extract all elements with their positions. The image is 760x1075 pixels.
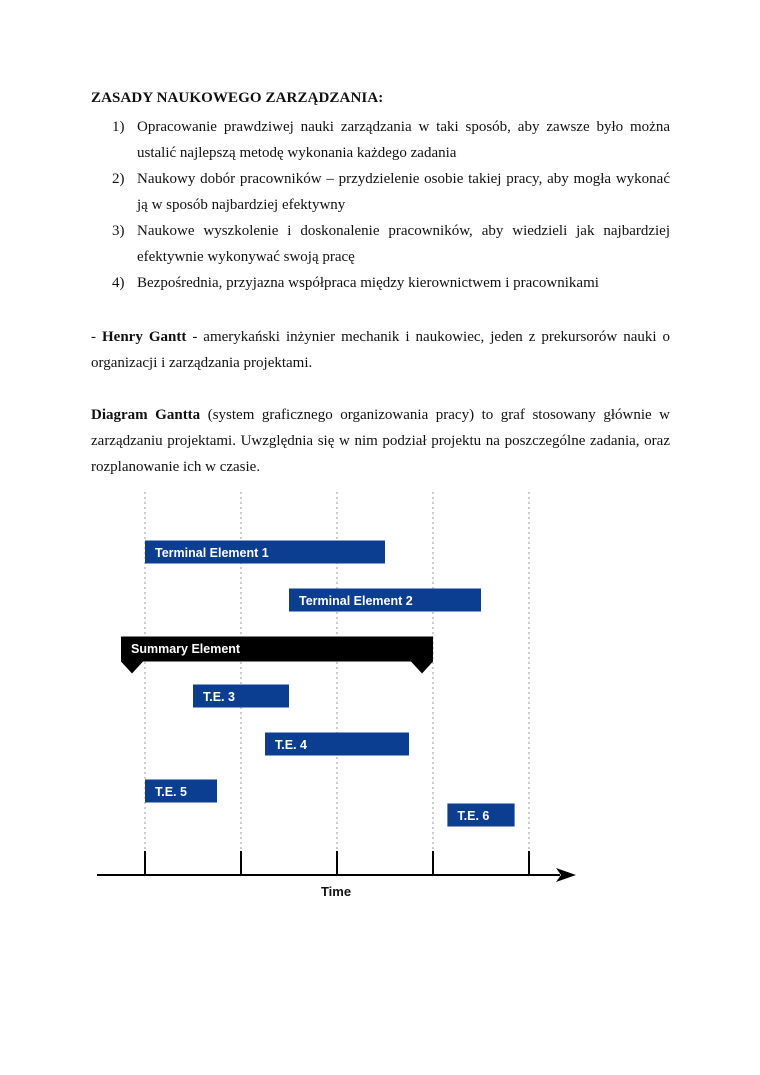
page-heading: ZASADY NAUKOWEGO ZARZĄDZANIA: bbox=[91, 90, 384, 106]
gantt-bar-label: T.E. 6 bbox=[457, 809, 490, 823]
gantt-bar-label: T.E. 4 bbox=[275, 738, 307, 752]
list-item-number: 2) bbox=[112, 171, 125, 187]
gantt-bar-label: T.E. 5 bbox=[155, 785, 187, 799]
henry-gantt-paragraph bbox=[91, 324, 670, 376]
list-item-text: Opracowanie prawdziwej nauki zarządzania w taki sposób, aby zawsze było można ustalić najlepszą metodę wykonania każdego zadania bbox=[137, 119, 670, 161]
gantt-diagram-paragraph bbox=[91, 402, 670, 480]
diagram-description: (system graficznego organizowania pracy) to graf stosowany głównie w zarządzaniu projektami. Uwzględnia się w nim podział projektu na poszczególne zadania, oraz rozplanowanie ich w czasie. bbox=[91, 407, 670, 475]
list-item-number: 4) bbox=[112, 275, 125, 291]
list-item bbox=[91, 114, 670, 166]
gantt-bar-label: Terminal Element 2 bbox=[299, 594, 413, 608]
person-description: - amerykański inżynier mechanik i naukowiec, jeden z prekursorów nauki o organizacji i zarządzania projektami. bbox=[91, 329, 671, 371]
list-item-text: Naukowy dobór pracowników – przydzielenie osobie takiej pracy, aby mogła wykonać ją w sposób najbardziej efektywny bbox=[137, 171, 670, 213]
time-axis-label: Time bbox=[320, 884, 352, 899]
dash-prefix: - bbox=[91, 329, 102, 345]
list-item bbox=[91, 218, 670, 270]
list-item bbox=[91, 166, 670, 218]
list-item-text: Bezpośrednia, przyjazna współpraca między kierownictwem i pracownikami bbox=[137, 275, 599, 291]
time-axis bbox=[97, 851, 576, 899]
list-item-number: 3) bbox=[112, 223, 125, 239]
gantt-bars bbox=[121, 541, 515, 827]
gantt-bar-label: T.E. 3 bbox=[203, 690, 235, 704]
gantt-bar-label: Terminal Element 1 bbox=[155, 546, 269, 560]
gantt-chart bbox=[90, 490, 590, 910]
list-item-number: 1) bbox=[112, 119, 125, 135]
diagram-term: Diagram Gantta bbox=[91, 407, 201, 423]
gantt-bar-label: Summary Element bbox=[131, 642, 241, 656]
list-item bbox=[91, 270, 670, 296]
list-item-text: Naukowe wyszkolenie i doskonalenie pracowników, aby wiedzieli jak najbardziej efektywnie wykonywać swoją pracę bbox=[137, 223, 670, 265]
principles-list bbox=[91, 114, 670, 296]
person-name: Henry Gantt bbox=[102, 329, 187, 345]
